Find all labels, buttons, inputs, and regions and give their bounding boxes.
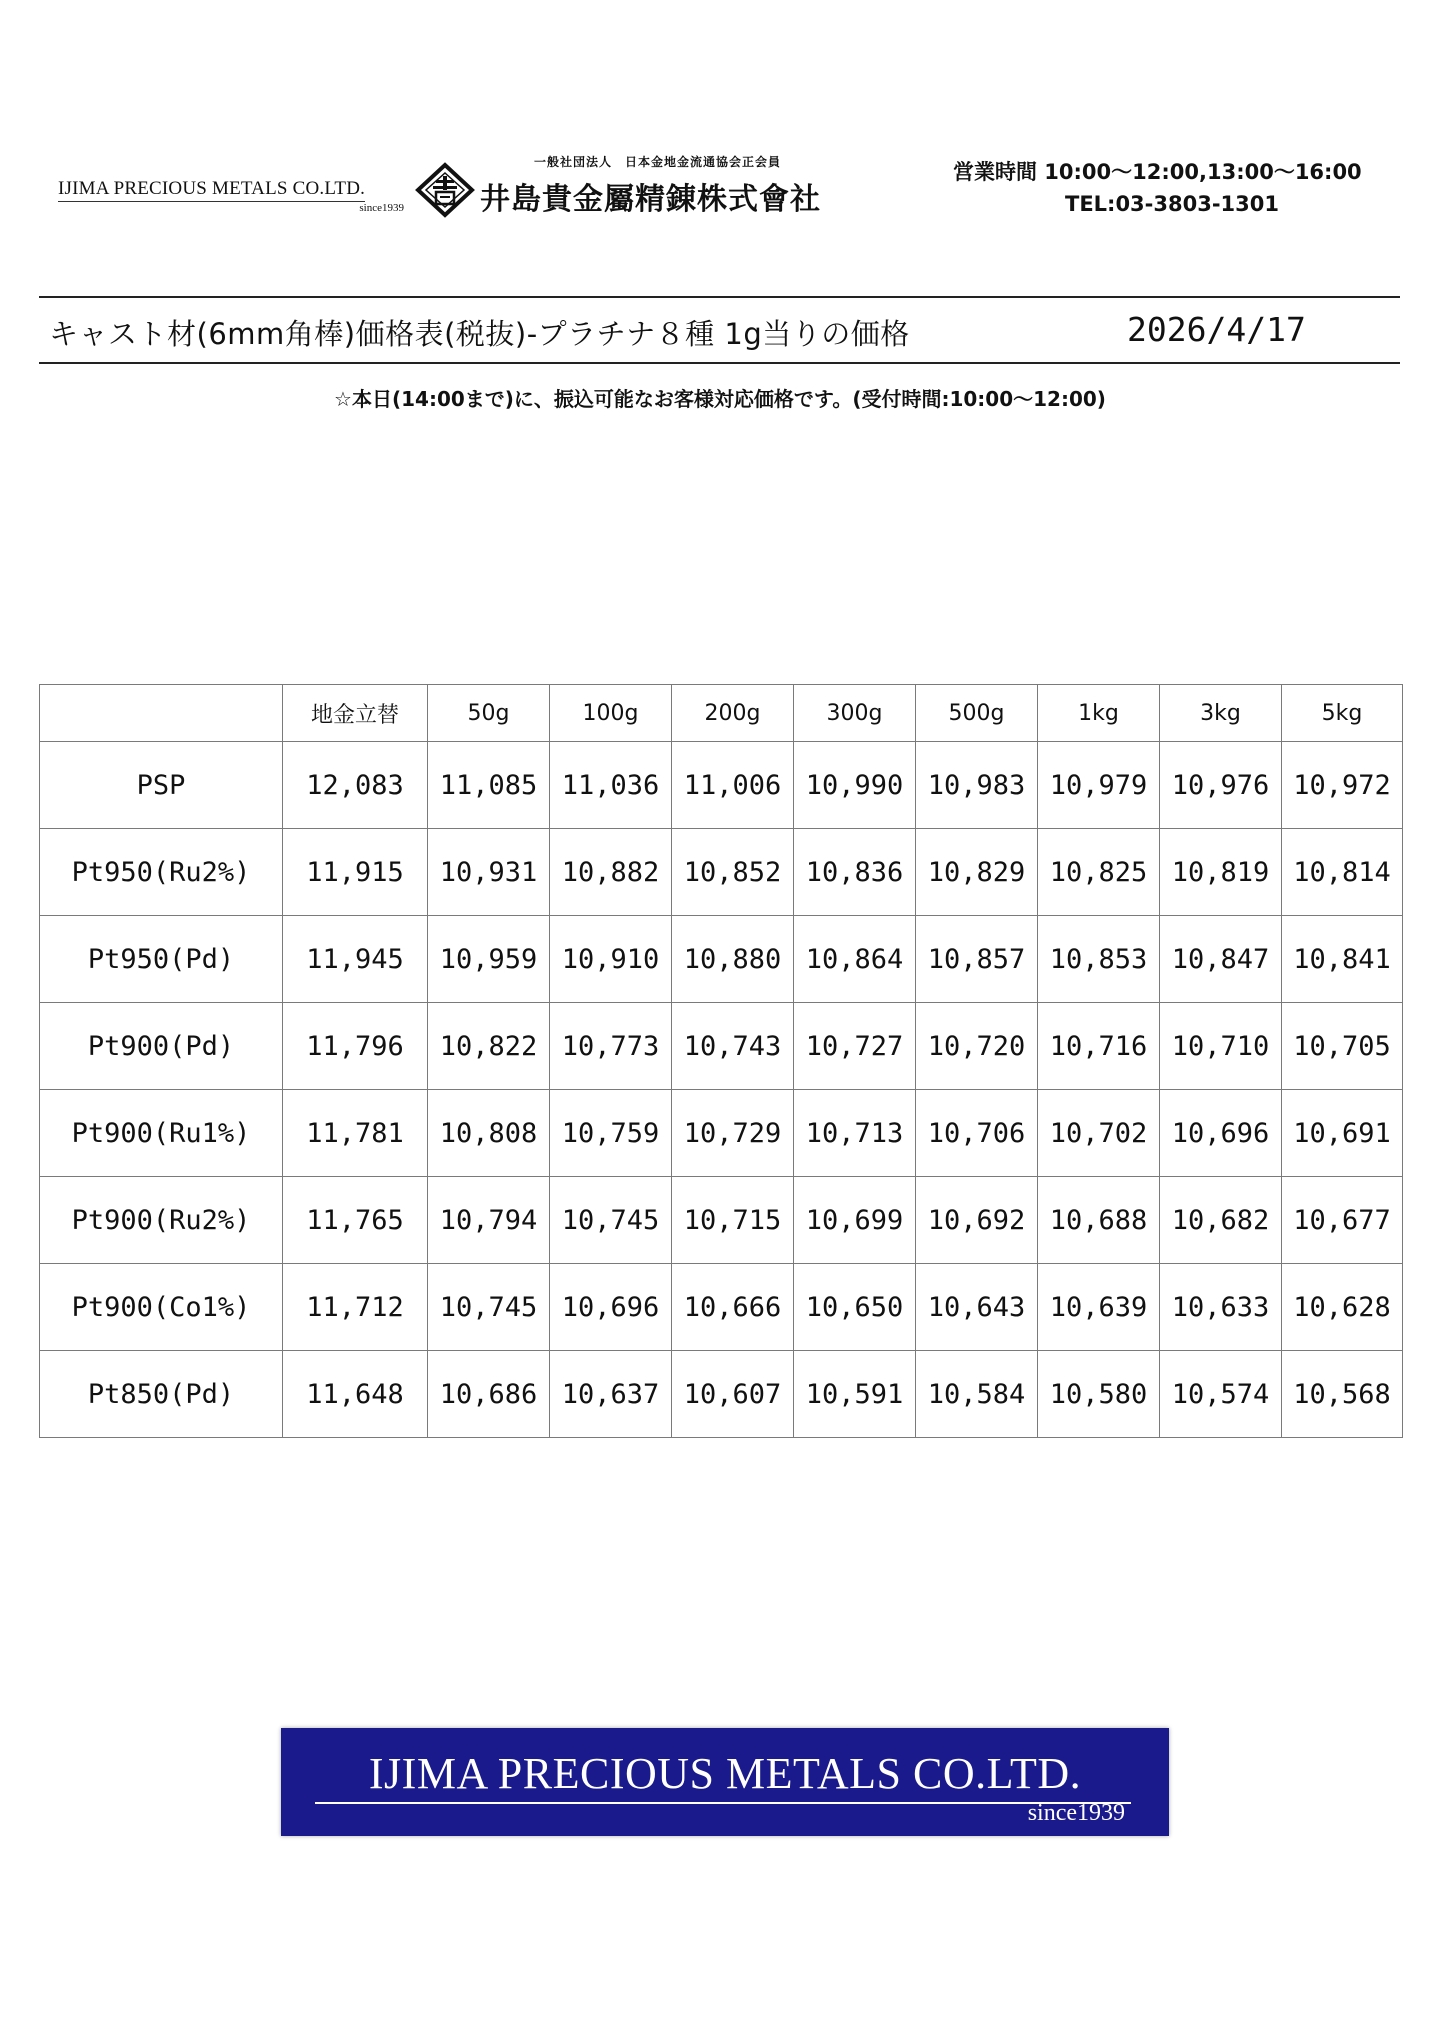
price-cell: 10,880 bbox=[672, 916, 794, 1003]
footer-since: since1939 bbox=[1027, 1800, 1125, 1826]
price-cell: 11,796 bbox=[283, 1003, 428, 1090]
price-table bbox=[39, 684, 1403, 1438]
table-row bbox=[40, 1264, 1403, 1351]
association-membership: 一般社団法人 日本金地金流通協会正会員 bbox=[534, 155, 782, 169]
table-row bbox=[40, 1003, 1403, 1090]
price-cell: 11,006 bbox=[672, 742, 794, 829]
price-cell: 10,829 bbox=[916, 829, 1038, 916]
price-cell: 10,847 bbox=[1160, 916, 1282, 1003]
price-cell: 11,915 bbox=[283, 829, 428, 916]
column-header: 100g bbox=[550, 685, 672, 742]
english-company-name: IJIMA PRECIOUS METALS CO.LTD. bbox=[58, 178, 365, 202]
price-cell: 10,713 bbox=[794, 1090, 916, 1177]
price-cell: 11,781 bbox=[283, 1090, 428, 1177]
price-cell: 10,686 bbox=[428, 1351, 550, 1438]
price-cell: 12,083 bbox=[283, 742, 428, 829]
price-cell: 11,712 bbox=[283, 1264, 428, 1351]
price-cell: 10,745 bbox=[550, 1177, 672, 1264]
row-label: Pt900(Co1%) bbox=[40, 1264, 283, 1351]
column-header: 1kg bbox=[1038, 685, 1160, 742]
price-cell: 10,682 bbox=[1160, 1177, 1282, 1264]
table-body bbox=[40, 742, 1403, 1438]
price-cell: 10,814 bbox=[1282, 829, 1403, 916]
english-company-since: since1939 bbox=[359, 202, 404, 214]
price-cell: 10,591 bbox=[794, 1351, 916, 1438]
price-cell: 10,852 bbox=[672, 829, 794, 916]
row-label: Pt900(Ru2%) bbox=[40, 1177, 283, 1264]
price-cell: 10,677 bbox=[1282, 1177, 1403, 1264]
price-cell: 10,825 bbox=[1038, 829, 1160, 916]
price-cell: 10,650 bbox=[794, 1264, 916, 1351]
price-cell: 11,036 bbox=[550, 742, 672, 829]
header-row bbox=[40, 685, 1403, 742]
price-cell: 10,819 bbox=[1160, 829, 1282, 916]
price-cell: 10,568 bbox=[1282, 1351, 1403, 1438]
japanese-company-logo bbox=[414, 150, 964, 230]
price-cell: 10,990 bbox=[794, 742, 916, 829]
price-cell: 11,945 bbox=[283, 916, 428, 1003]
price-cell: 10,584 bbox=[916, 1351, 1038, 1438]
row-label: Pt850(Pd) bbox=[40, 1351, 283, 1438]
table-row bbox=[40, 916, 1403, 1003]
table-row bbox=[40, 1090, 1403, 1177]
price-cell: 10,853 bbox=[1038, 916, 1160, 1003]
price-cell: 10,773 bbox=[550, 1003, 672, 1090]
price-cell: 10,692 bbox=[916, 1177, 1038, 1264]
row-label: Pt950(Pd) bbox=[40, 916, 283, 1003]
price-cell: 10,836 bbox=[794, 829, 916, 916]
price-cell: 10,688 bbox=[1038, 1177, 1160, 1264]
price-cell: 10,702 bbox=[1038, 1090, 1160, 1177]
price-cell: 10,882 bbox=[550, 829, 672, 916]
price-cell: 10,976 bbox=[1160, 742, 1282, 829]
table-row bbox=[40, 1177, 1403, 1264]
price-cell: 10,959 bbox=[428, 916, 550, 1003]
column-header: 500g bbox=[916, 685, 1038, 742]
column-header: 50g bbox=[428, 685, 550, 742]
price-cell: 10,628 bbox=[1282, 1264, 1403, 1351]
price-cell: 10,710 bbox=[1160, 1003, 1282, 1090]
table-header bbox=[40, 685, 1403, 742]
row-label: Pt950(Ru2%) bbox=[40, 829, 283, 916]
telephone-number: TEL:03-3803-1301 bbox=[1065, 192, 1279, 216]
price-cell: 10,720 bbox=[916, 1003, 1038, 1090]
table-row bbox=[40, 1351, 1403, 1438]
footer-underline bbox=[315, 1802, 1131, 1804]
letterhead bbox=[58, 150, 1378, 230]
price-cell: 10,580 bbox=[1038, 1351, 1160, 1438]
price-cell: 10,727 bbox=[794, 1003, 916, 1090]
price-cell: 10,857 bbox=[916, 916, 1038, 1003]
price-cell: 11,648 bbox=[283, 1351, 428, 1438]
company-emblem-icon bbox=[414, 162, 476, 218]
price-cell: 10,607 bbox=[672, 1351, 794, 1438]
price-cell: 10,729 bbox=[672, 1090, 794, 1177]
price-cell: 10,633 bbox=[1160, 1264, 1282, 1351]
column-header: 200g bbox=[672, 685, 794, 742]
price-cell: 10,705 bbox=[1282, 1003, 1403, 1090]
footer-logo-banner bbox=[281, 1728, 1169, 1836]
title-bar bbox=[39, 296, 1400, 364]
column-header: 5kg bbox=[1282, 685, 1403, 742]
price-cell: 10,696 bbox=[550, 1264, 672, 1351]
price-cell: 10,759 bbox=[550, 1090, 672, 1177]
price-cell: 10,808 bbox=[428, 1090, 550, 1177]
footer-company-name: IJIMA PRECIOUS METALS CO.LTD. bbox=[368, 1749, 1082, 1798]
price-cell: 10,910 bbox=[550, 916, 672, 1003]
price-cell: 10,699 bbox=[794, 1177, 916, 1264]
notice-text: ☆本日(14:00まで)に、振込可能なお客様対応価格です。(受付時間:10:00～12:00) bbox=[334, 387, 1106, 411]
table-row bbox=[40, 829, 1403, 916]
price-cell: 10,691 bbox=[1282, 1090, 1403, 1177]
price-cell: 10,931 bbox=[428, 829, 550, 916]
price-cell: 10,841 bbox=[1282, 916, 1403, 1003]
price-date: 2026/4/17 bbox=[1127, 310, 1306, 349]
price-cell: 11,085 bbox=[428, 742, 550, 829]
business-hours: 営業時間 10:00～12:00,13:00～16:00 bbox=[953, 160, 1362, 184]
price-cell: 10,743 bbox=[672, 1003, 794, 1090]
english-company-logo bbox=[58, 178, 404, 224]
price-cell: 10,716 bbox=[1038, 1003, 1160, 1090]
price-cell: 11,765 bbox=[283, 1177, 428, 1264]
row-label: Pt900(Pd) bbox=[40, 1003, 283, 1090]
row-label: PSP bbox=[40, 742, 283, 829]
page-title: キャスト材(6mm角棒)価格表(税抜)-プラチナ８種 1g当りの価格 bbox=[49, 317, 910, 351]
contact-info bbox=[953, 156, 1383, 226]
table-row bbox=[40, 742, 1403, 829]
price-cell: 10,643 bbox=[916, 1264, 1038, 1351]
price-cell: 10,794 bbox=[428, 1177, 550, 1264]
price-cell: 10,574 bbox=[1160, 1351, 1282, 1438]
price-cell: 10,972 bbox=[1282, 742, 1403, 829]
price-cell: 10,864 bbox=[794, 916, 916, 1003]
price-cell: 10,696 bbox=[1160, 1090, 1282, 1177]
row-label: Pt900(Ru1%) bbox=[40, 1090, 283, 1177]
price-cell: 10,715 bbox=[672, 1177, 794, 1264]
japanese-company-name: 井島貴金屬精錬株式會社 bbox=[480, 182, 821, 217]
price-cell: 10,822 bbox=[428, 1003, 550, 1090]
price-cell: 10,666 bbox=[672, 1264, 794, 1351]
price-cell: 10,745 bbox=[428, 1264, 550, 1351]
price-cell: 10,979 bbox=[1038, 742, 1160, 829]
column-header: 地金立替 bbox=[283, 685, 428, 742]
column-header: 3kg bbox=[1160, 685, 1282, 742]
header-corner bbox=[40, 685, 283, 742]
price-cell: 10,706 bbox=[916, 1090, 1038, 1177]
column-header: 300g bbox=[794, 685, 916, 742]
price-cell: 10,637 bbox=[550, 1351, 672, 1438]
price-cell: 10,983 bbox=[916, 742, 1038, 829]
price-cell: 10,639 bbox=[1038, 1264, 1160, 1351]
